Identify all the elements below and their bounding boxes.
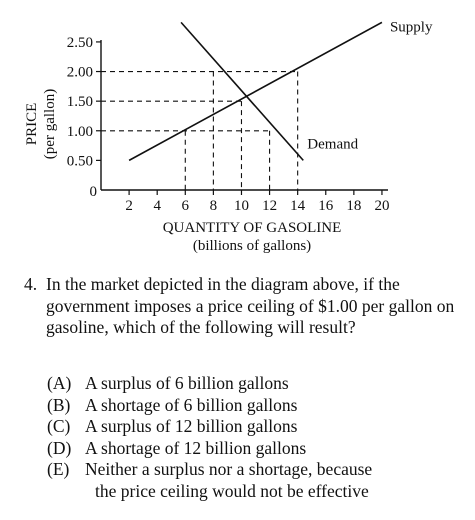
choice-c[interactable] [47, 416, 467, 438]
y-tick-label: 1.50 [66, 94, 93, 111]
x-tick-label: 12 [262, 198, 278, 214]
y-axis-title [24, 89, 58, 159]
choice-text-line1: Neither a surplus nor a shortage, because [85, 459, 373, 479]
x-tick-label: 14 [290, 198, 306, 214]
origin-label: 0 [89, 184, 97, 200]
choice-text [85, 459, 467, 502]
y-tick-label: 2.00 [66, 64, 93, 81]
x-axis-title-line2: (billions of gallons) [192, 238, 312, 254]
choice-e[interactable] [47, 459, 467, 502]
x-ticks [125, 190, 389, 214]
question-number: 4. [24, 274, 38, 294]
demand-line [181, 22, 303, 160]
x-tick-label: 18 [346, 198, 362, 214]
reference-lines [101, 72, 298, 190]
supply-label: Supply [389, 19, 433, 36]
answer-choices [47, 373, 467, 502]
curves [129, 19, 433, 160]
question [24, 274, 464, 339]
x-tick-label: 2 [125, 198, 133, 214]
x-tick-label: 16 [318, 198, 334, 214]
choice-letter: (C) [47, 416, 71, 436]
y-tick-label: 1.00 [66, 123, 93, 140]
y-ticks [67, 35, 101, 169]
choice-a[interactable] [47, 373, 467, 395]
choice-d[interactable] [47, 438, 467, 460]
x-tick-label: 8 [209, 198, 218, 214]
x-tick-label: 10 [233, 198, 249, 214]
choice-text: A shortage of 12 billion gallons [85, 437, 307, 458]
choice-letter: (B) [47, 394, 71, 415]
choice-text: A surplus of 12 billion gallons [85, 416, 298, 436]
choice-letter: (E) [47, 459, 70, 479]
y-axis-title-line1: PRICE [24, 102, 40, 146]
y-axis-title-line2: (per gallon) [42, 88, 58, 160]
choice-text-line2: the price ceiling would not be effective [95, 480, 369, 501]
choice-letter: (D) [47, 437, 72, 458]
x-tick-label: 4 [153, 198, 161, 214]
choice-text: A shortage of 6 billion gallons [85, 394, 298, 415]
x-tick-label: 20 [374, 198, 390, 214]
axes [101, 40, 388, 190]
choice-text: A surplus of 6 billion gallons [85, 373, 289, 393]
y-tick-label: 0.50 [66, 153, 93, 170]
y-tick-label: 2.50 [66, 34, 93, 51]
x-tick-label: 6 [181, 198, 190, 214]
x-axis-title-line1: QUANTITY OF GASOLINE [162, 220, 342, 236]
choice-b[interactable] [47, 395, 467, 417]
question-stem: In the market depicted in the diagram above, if the government imposes a price ceiling of $1.00 per gallon on gasoline, which of the following will result? [46, 274, 455, 337]
demand-label: Demand [307, 136, 359, 153]
choice-letter: (A) [47, 373, 72, 393]
